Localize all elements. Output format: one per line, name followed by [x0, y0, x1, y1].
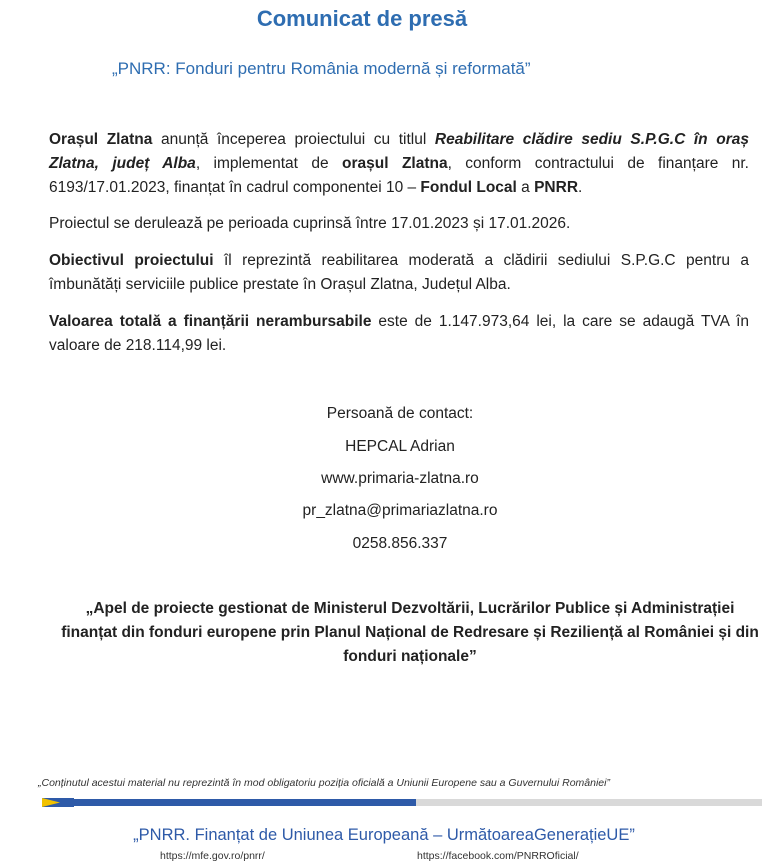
objective-label: Obiectivul proiectului [49, 252, 214, 269]
paragraph-value [49, 310, 749, 358]
contact-email[interactable]: pr_zlatna@primariazlatna.ro [302, 502, 498, 519]
implementer-name: orașul Zlatna [342, 155, 448, 172]
project-title: Reabilitare clădire sediu S.P.G.C în oraș Zlatna, județ Alba [49, 131, 749, 172]
link-facebook[interactable]: https://facebook.com/PNRROficial/ [417, 850, 579, 862]
contact-website[interactable]: www.primaria-zlatna.ro [321, 470, 479, 487]
contact-heading: Persoană de contact: [326, 405, 474, 422]
page-subtitle: „PNRR: Fonduri pentru România modernă și reformată” [112, 59, 531, 78]
eu-flag-icon [42, 798, 74, 807]
text-segment: anunță începerea proiectului cu titlul [152, 131, 435, 148]
disclaimer-text: „Conținutul acestui material nu reprezintă în mod obligatoriu poziția oficială a Uniunii Europene sau a Guvernului României” [38, 777, 610, 789]
footer-bar-blue [74, 799, 416, 806]
text-segment: a [516, 179, 535, 196]
paragraph-announcement [49, 128, 749, 200]
text-segment: . [578, 179, 583, 196]
objective-text: îl reprezintă reabilitarea moderată a clădirii sediului S.P.G.C pentru a îmbunătăți serviciile publice prestate în Orașul Zlatna, Județul Alba. [49, 252, 750, 293]
text-segment: , conform contractului de finanțare nr. 6193/17.01.2023, finanțat în cadrul componentei 10 – [49, 155, 749, 196]
contact-phone: 0258.856.337 [352, 535, 448, 552]
value-text: este de 1.147.973,64 lei, la care se adaugă TVA în valoare de 218.114,99 lei. [49, 313, 749, 354]
fund-name: Fondul Local [420, 179, 517, 196]
page-title: Comunicat de presă [256, 6, 468, 31]
appeal-text: „Apel de proiecte gestionat de Ministerul Dezvoltării, Lucrărilor Publice și Administrației finanțat din fonduri europene prin Planul Național de Redresare și Reziliență al României și din fonduri naționale” [61, 600, 759, 665]
footer-bar-grey [416, 799, 762, 806]
link-mfe[interactable]: https://mfe.gov.ro/pnrr/ [160, 850, 265, 862]
value-label: Valoarea totală a finanțării nerambursabile [49, 313, 372, 330]
paragraph-objective [49, 249, 749, 297]
footer-tagline: „PNRR. Finanțat de Uniunea Europeană – UrmătoareaGenerațieUE” [133, 826, 635, 844]
org-name: Orașul Zlatna [49, 131, 153, 148]
program-name: PNRR [534, 179, 579, 196]
paragraph-period: Proiectul se derulează pe perioada cuprinsă între 17.01.2023 și 17.01.2026. [49, 215, 571, 232]
text-segment: , implementat de [195, 155, 343, 172]
contact-name: HEPCAL Adrian [345, 438, 455, 455]
